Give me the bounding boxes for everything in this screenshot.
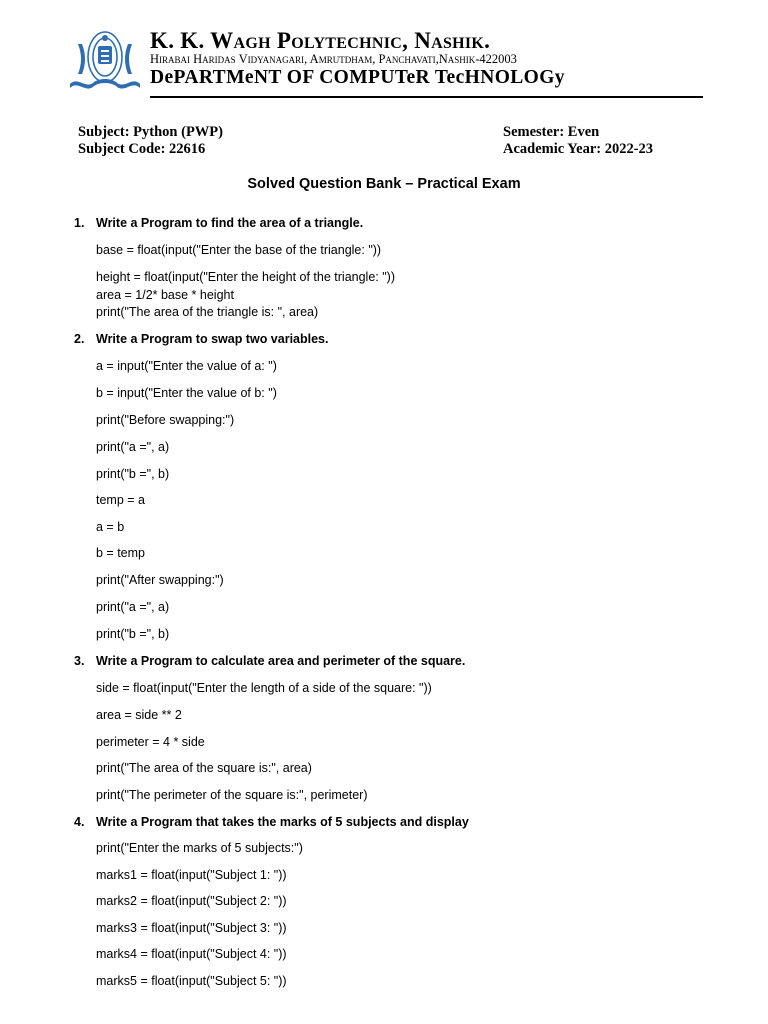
subject-label: Subject: Python (PWP) <box>78 124 223 140</box>
code-line: print("b =", b) <box>96 467 170 481</box>
code-line: a = b <box>96 520 125 534</box>
code-line: area = side ** 2 <box>96 708 182 722</box>
question-text: Write a Program that takes the marks of 5 subjects and display <box>96 815 469 829</box>
question-number: 2. <box>74 332 85 346</box>
term-info <box>503 124 653 158</box>
code-line: print("b =", b) <box>96 627 170 641</box>
code-line: print("The area of the square is:", area) <box>96 761 312 775</box>
question-number: 4. <box>74 815 85 829</box>
code-line: height = float(input("Enter the height of the triangle: ")) <box>96 270 395 284</box>
code-line: marks4 = float(input("Subject 4: ")) <box>96 947 287 961</box>
code-line: marks5 = float(input("Subject 5: ")) <box>96 974 287 988</box>
department-name: DePARTMeNT OF COMPUTeR TecHNOLOGy <box>150 67 565 88</box>
page-title: Solved Question Bank – Practical Exam <box>247 176 521 192</box>
institute-name: K. K. Wagh Polytechnic, Nashik. <box>150 28 491 53</box>
code-line: print("a =", a) <box>96 600 170 614</box>
academic-year-label: Academic Year: 2022-23 <box>503 141 654 157</box>
question-3 <box>74 654 465 668</box>
code-line: print("Before swapping:") <box>96 413 235 427</box>
code-line: area = 1/2* base * height <box>96 288 234 302</box>
code-line: side = float(input("Enter the length of a side of the square: ")) <box>96 681 432 695</box>
subject-info <box>78 124 223 158</box>
question-4 <box>74 815 469 829</box>
code-line: temp = a <box>96 493 145 507</box>
question-number: 3. <box>74 654 85 668</box>
header-divider <box>150 96 703 98</box>
code-line: perimeter = 4 * side <box>96 735 205 749</box>
code-line: print("The perimeter of the square is:", perimeter) <box>96 788 368 802</box>
code-line: print("a =", a) <box>96 440 170 454</box>
code-line: marks1 = float(input("Subject 1: ")) <box>96 868 287 882</box>
question-text: Write a Program to calculate area and perimeter of the square. <box>96 654 466 668</box>
question-text: Write a Program to find the area of a triangle. <box>96 216 364 230</box>
institute-address: Hirabai Haridas Vidyanagari, Amrutdham, Panchavati,Nashik-422003 <box>150 52 517 66</box>
college-emblem-icon <box>64 24 146 94</box>
code-line: base = float(input("Enter the base of the triangle: ")) <box>96 243 382 257</box>
semester-label: Semester: Even <box>503 124 600 140</box>
code-line: marks2 = float(input("Subject 2: ")) <box>96 894 287 908</box>
code-line: print("The area of the triangle is: ", area) <box>96 305 319 319</box>
code-line: a = input("Enter the value of a: ") <box>96 359 277 373</box>
question-number: 1. <box>74 216 85 230</box>
code-line: b = input("Enter the value of b: ") <box>96 386 277 400</box>
subject-code-label: Subject Code: 22616 <box>78 141 206 157</box>
code-line: marks3 = float(input("Subject 3: ")) <box>96 921 287 935</box>
question-text: Write a Program to swap two variables. <box>96 332 329 346</box>
question-1 <box>74 216 363 230</box>
question-2 <box>74 332 328 346</box>
code-line: b = temp <box>96 546 145 560</box>
code-line: print("After swapping:") <box>96 573 224 587</box>
code-line: print("Enter the marks of 5 subjects:") <box>96 841 303 855</box>
